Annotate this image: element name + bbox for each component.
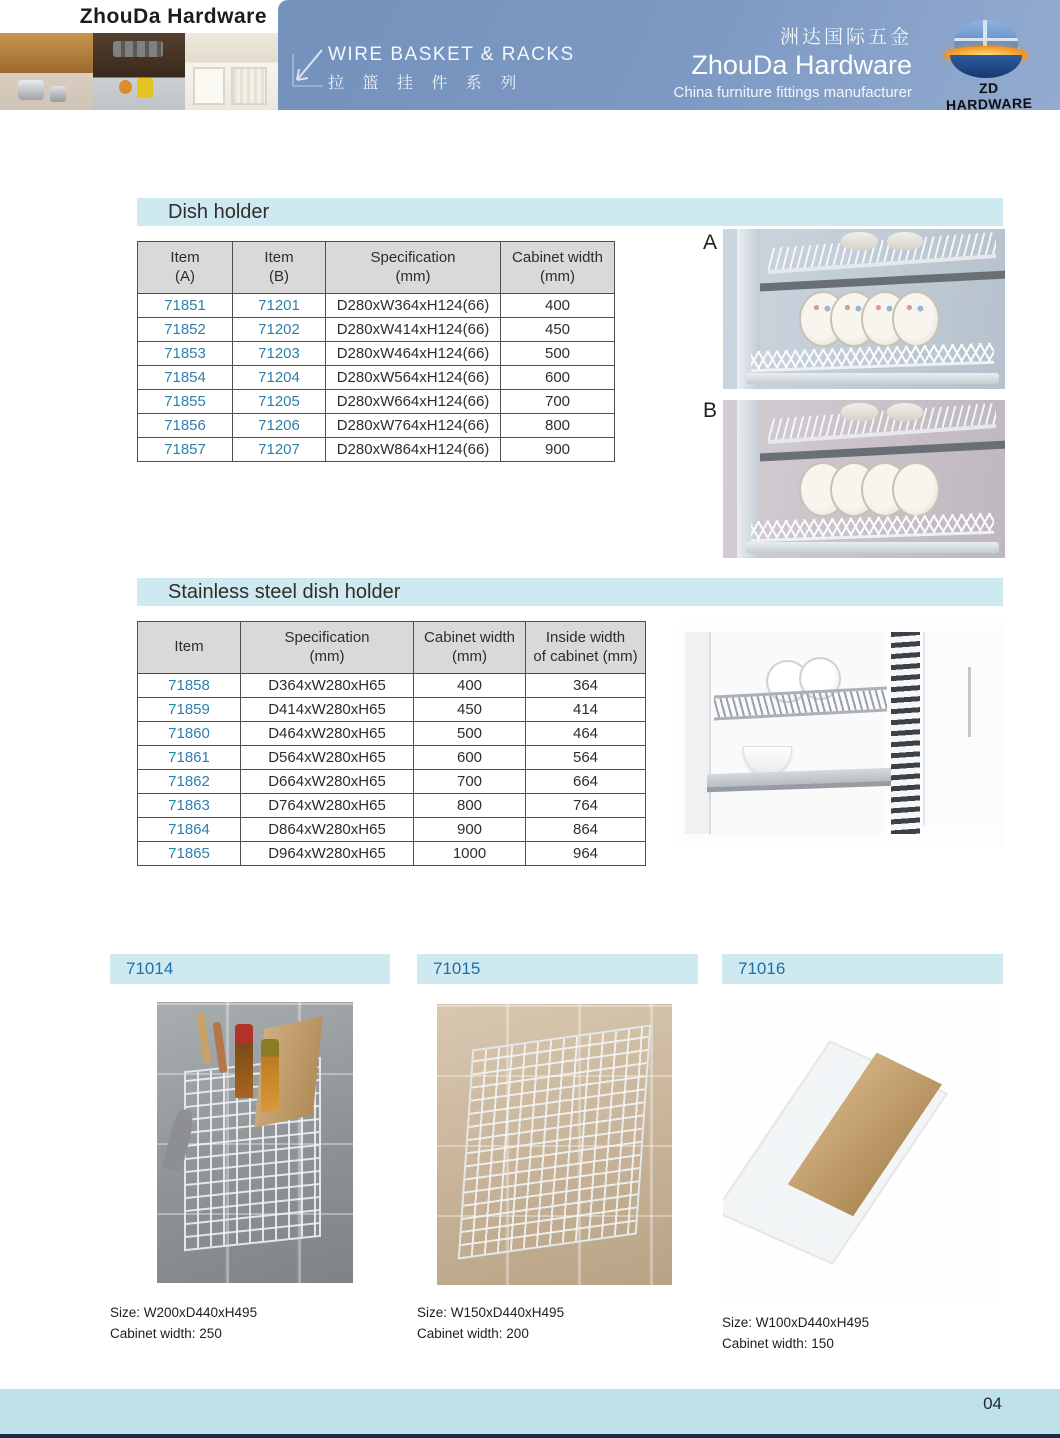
table-cell: 71860 xyxy=(138,722,241,746)
image-label-b: B xyxy=(703,399,718,422)
band-title: WIRE BASKET & RACKS xyxy=(328,44,575,65)
col-header-specification xyxy=(326,242,501,294)
table-cell: D280xW664xH124(66) xyxy=(326,390,501,414)
size-text: Size: W150xD440xH495 xyxy=(417,1305,565,1320)
table-cell: D280xW364xH124(66) xyxy=(326,294,501,318)
table-cell: 71863 xyxy=(138,794,241,818)
zd-hardware-logo xyxy=(936,18,1042,114)
table-cell: 1000 xyxy=(414,842,526,866)
table-cell: 71862 xyxy=(138,770,241,794)
table-cell: 71856 xyxy=(138,414,233,438)
plate-icon xyxy=(892,291,940,347)
shelf-divider xyxy=(760,441,1005,462)
logo-bowl-icon xyxy=(950,55,1022,78)
col-header-item-b xyxy=(233,242,326,294)
product-photo-71016 xyxy=(723,1000,1001,1305)
table-cell: D964xW280xH65 xyxy=(241,842,414,866)
product-code: 71014 xyxy=(126,959,174,978)
table-cell: 964 xyxy=(526,842,646,866)
table-row xyxy=(138,818,646,842)
table-cell: 564 xyxy=(526,746,646,770)
product-code: 71015 xyxy=(433,959,481,978)
table-cell: 900 xyxy=(414,818,526,842)
cabinet-door-icon xyxy=(231,67,267,105)
cabinet-door xyxy=(923,632,998,825)
table-cell: D564xW280xH65 xyxy=(241,746,414,770)
bowl-icon xyxy=(841,403,878,420)
table-cell: 600 xyxy=(414,746,526,770)
table-cell: 71855 xyxy=(138,390,233,414)
pots-icon xyxy=(113,41,163,57)
table-cell: D864xW280xH65 xyxy=(241,818,414,842)
table-row xyxy=(138,390,615,414)
cabinet-width-text: Cabinet width: 150 xyxy=(722,1335,834,1351)
col-header-item xyxy=(138,622,241,674)
stainless-table xyxy=(137,621,646,866)
section-bar-dish-holder xyxy=(137,198,1003,226)
wire-rack-top xyxy=(768,403,996,444)
section-title: Dish holder xyxy=(168,200,270,223)
company-name-cn: 洲达国际五金 xyxy=(779,27,912,48)
table-header-row xyxy=(138,242,615,294)
table-row xyxy=(138,366,615,390)
section-title: Stainless steel dish holder xyxy=(168,580,401,603)
table-row xyxy=(138,438,615,462)
kitchen-photo-2 xyxy=(93,33,186,110)
pot-icon xyxy=(50,86,66,102)
striped-panel xyxy=(891,632,920,834)
front-rail xyxy=(746,373,1000,384)
kitchen-photo-strip xyxy=(0,33,278,110)
table-cell: 71865 xyxy=(138,842,241,866)
image-label-a: A xyxy=(703,231,718,254)
page-number: 04 xyxy=(983,1394,1002,1413)
table-cell: 71203 xyxy=(233,342,326,366)
table-cell: 800 xyxy=(414,794,526,818)
table-row xyxy=(138,342,615,366)
company-name-en: ZhouDa Hardware xyxy=(691,50,912,80)
table-cell: 71204 xyxy=(233,366,326,390)
table-row xyxy=(138,698,646,722)
col-header-line: Cabinet width xyxy=(512,248,603,266)
col-header-specification xyxy=(241,622,414,674)
product-caption-71015 xyxy=(417,1303,564,1345)
table-row xyxy=(138,722,646,746)
jar-icon xyxy=(119,80,132,94)
table-cell: 700 xyxy=(414,770,526,794)
table-row xyxy=(138,746,646,770)
col-header-line: Specification xyxy=(284,628,370,646)
table-row xyxy=(138,674,646,698)
col-header-cabinet-width xyxy=(414,622,526,674)
table-cell: 864 xyxy=(526,818,646,842)
table-cell: 664 xyxy=(526,770,646,794)
table-row xyxy=(138,294,615,318)
diagonal-arrow-icon xyxy=(290,44,326,92)
table-cell: 700 xyxy=(501,390,615,414)
sauce-bottle-icon xyxy=(261,1039,279,1112)
dish-holder-table xyxy=(137,241,615,462)
pot-icon xyxy=(18,80,44,100)
table-cell: 71205 xyxy=(233,390,326,414)
table-cell: 71202 xyxy=(233,318,326,342)
table-cell: D764xW280xH65 xyxy=(241,794,414,818)
table-cell: 71851 xyxy=(138,294,233,318)
front-rail xyxy=(746,542,1000,553)
col-header-line: (mm) xyxy=(395,267,431,285)
table-cell: 71206 xyxy=(233,414,326,438)
product-photo-dish-holder-b xyxy=(723,400,1005,558)
col-header-inside-width xyxy=(526,622,646,674)
bowl-icon xyxy=(887,232,924,250)
section-bar-stainless xyxy=(137,578,1003,606)
table-cell: 71853 xyxy=(138,342,233,366)
table-cell: D364xW280xH65 xyxy=(241,674,414,698)
sauce-bottle-icon xyxy=(235,1024,253,1097)
table-cell: 450 xyxy=(414,698,526,722)
table-cell: 800 xyxy=(501,414,615,438)
col-header-line: (mm) xyxy=(540,267,575,285)
table-cell: D280xW564xH124(66) xyxy=(326,366,501,390)
col-header-line: Item xyxy=(174,638,204,656)
col-header-line: of cabinet (mm) xyxy=(533,647,638,665)
table-cell: 71201 xyxy=(233,294,326,318)
company-block xyxy=(674,22,912,101)
table-cell: D280xW864xH124(66) xyxy=(326,438,501,462)
cabinet-width-text: Cabinet width: 200 xyxy=(417,1325,529,1341)
band-subtitle-cn: 拉 篮 挂 件 系 列 xyxy=(328,75,524,92)
bowl-icon xyxy=(841,232,878,250)
table-row xyxy=(138,318,615,342)
table-cell: 764 xyxy=(526,794,646,818)
footer-bar xyxy=(0,1389,1060,1434)
table-row xyxy=(138,770,646,794)
table-cell: 71859 xyxy=(138,698,241,722)
col-header-line: (mm) xyxy=(452,647,487,665)
table-cell: 364 xyxy=(526,674,646,698)
product-photo-71014 xyxy=(157,1002,353,1283)
col-header-line: Item xyxy=(264,248,294,266)
table-cell: 71852 xyxy=(138,318,233,342)
product-photo-dish-holder-a xyxy=(723,229,1005,389)
table-header-row xyxy=(138,622,646,674)
brand-name: ZhouDa Hardware xyxy=(79,5,267,28)
table-cell: D280xW464xH124(66) xyxy=(326,342,501,366)
table-cell: 400 xyxy=(501,294,615,318)
kitchen-photo-3 xyxy=(185,33,278,110)
brand-strip xyxy=(0,0,278,33)
page-header xyxy=(0,0,1060,114)
table-cell: 600 xyxy=(501,366,615,390)
logo-text: ZD HARDWARE xyxy=(945,79,1033,114)
table-cell: 71858 xyxy=(138,674,241,698)
table-cell: D280xW414xH124(66) xyxy=(326,318,501,342)
product-code-bar-71015 xyxy=(417,954,698,984)
table-cell: 71854 xyxy=(138,366,233,390)
col-header-line: Item xyxy=(170,248,200,266)
table-cell: D664xW280xH65 xyxy=(241,770,414,794)
header-blue-band xyxy=(278,0,1060,114)
col-header-line: (A) xyxy=(175,267,195,285)
table-cell: 414 xyxy=(526,698,646,722)
table-row xyxy=(138,842,646,866)
size-text: Size: W200xD440xH495 xyxy=(110,1305,258,1320)
table-cell: 450 xyxy=(501,318,615,342)
table-row xyxy=(138,794,646,818)
wire-rack-bottom xyxy=(751,513,994,542)
col-header-item-a xyxy=(138,242,233,294)
table-cell: D464xW280xH65 xyxy=(241,722,414,746)
cabinet-width-text: Cabinet width: 250 xyxy=(110,1325,222,1341)
product-code-bar-71014 xyxy=(110,954,390,984)
plate-icon xyxy=(892,462,940,517)
col-header-line: Cabinet width xyxy=(424,628,515,646)
kitchen-photo-1 xyxy=(0,33,93,110)
product-photo-71015 xyxy=(437,1004,672,1285)
col-header-line: Specification xyxy=(370,248,456,266)
table-cell: 71207 xyxy=(233,438,326,462)
size-text: Size: W100xD440xH495 xyxy=(722,1315,870,1330)
product-code: 71016 xyxy=(738,959,786,978)
product-photo-stainless-holder xyxy=(678,621,1005,848)
bin-icon xyxy=(137,78,153,98)
table-cell: D280xW764xH124(66) xyxy=(326,414,501,438)
wire-rack-bottom xyxy=(751,343,994,372)
table-cell: 71864 xyxy=(138,818,241,842)
footer-accent-line xyxy=(0,1434,1060,1438)
table-cell: 71857 xyxy=(138,438,233,462)
product-caption-71016 xyxy=(722,1313,869,1355)
col-header-line: (mm) xyxy=(309,647,345,665)
product-code-bar-71016 xyxy=(722,954,1003,984)
product-caption-71014 xyxy=(110,1303,257,1345)
col-header-line: (B) xyxy=(269,267,289,285)
cabinet-wall xyxy=(685,632,711,834)
table-cell: 900 xyxy=(501,438,615,462)
wire-basket xyxy=(458,1024,651,1259)
table-cell: 71861 xyxy=(138,746,241,770)
cabinet-door-icon xyxy=(193,67,225,105)
table-cell: D414xW280xH65 xyxy=(241,698,414,722)
wire-rack-top xyxy=(768,232,996,274)
col-header-line: Inside width xyxy=(545,628,626,646)
company-tagline: China furniture fittings manufacturer xyxy=(673,84,912,101)
door-handle-icon xyxy=(968,667,971,736)
col-header-cabinet-width xyxy=(501,242,615,294)
table-cell: 400 xyxy=(414,674,526,698)
table-cell: 464 xyxy=(526,722,646,746)
table-cell: 500 xyxy=(501,342,615,366)
bowl-icon xyxy=(887,403,924,420)
table-row xyxy=(138,414,615,438)
shelf-divider xyxy=(760,271,1005,292)
table-cell: 500 xyxy=(414,722,526,746)
